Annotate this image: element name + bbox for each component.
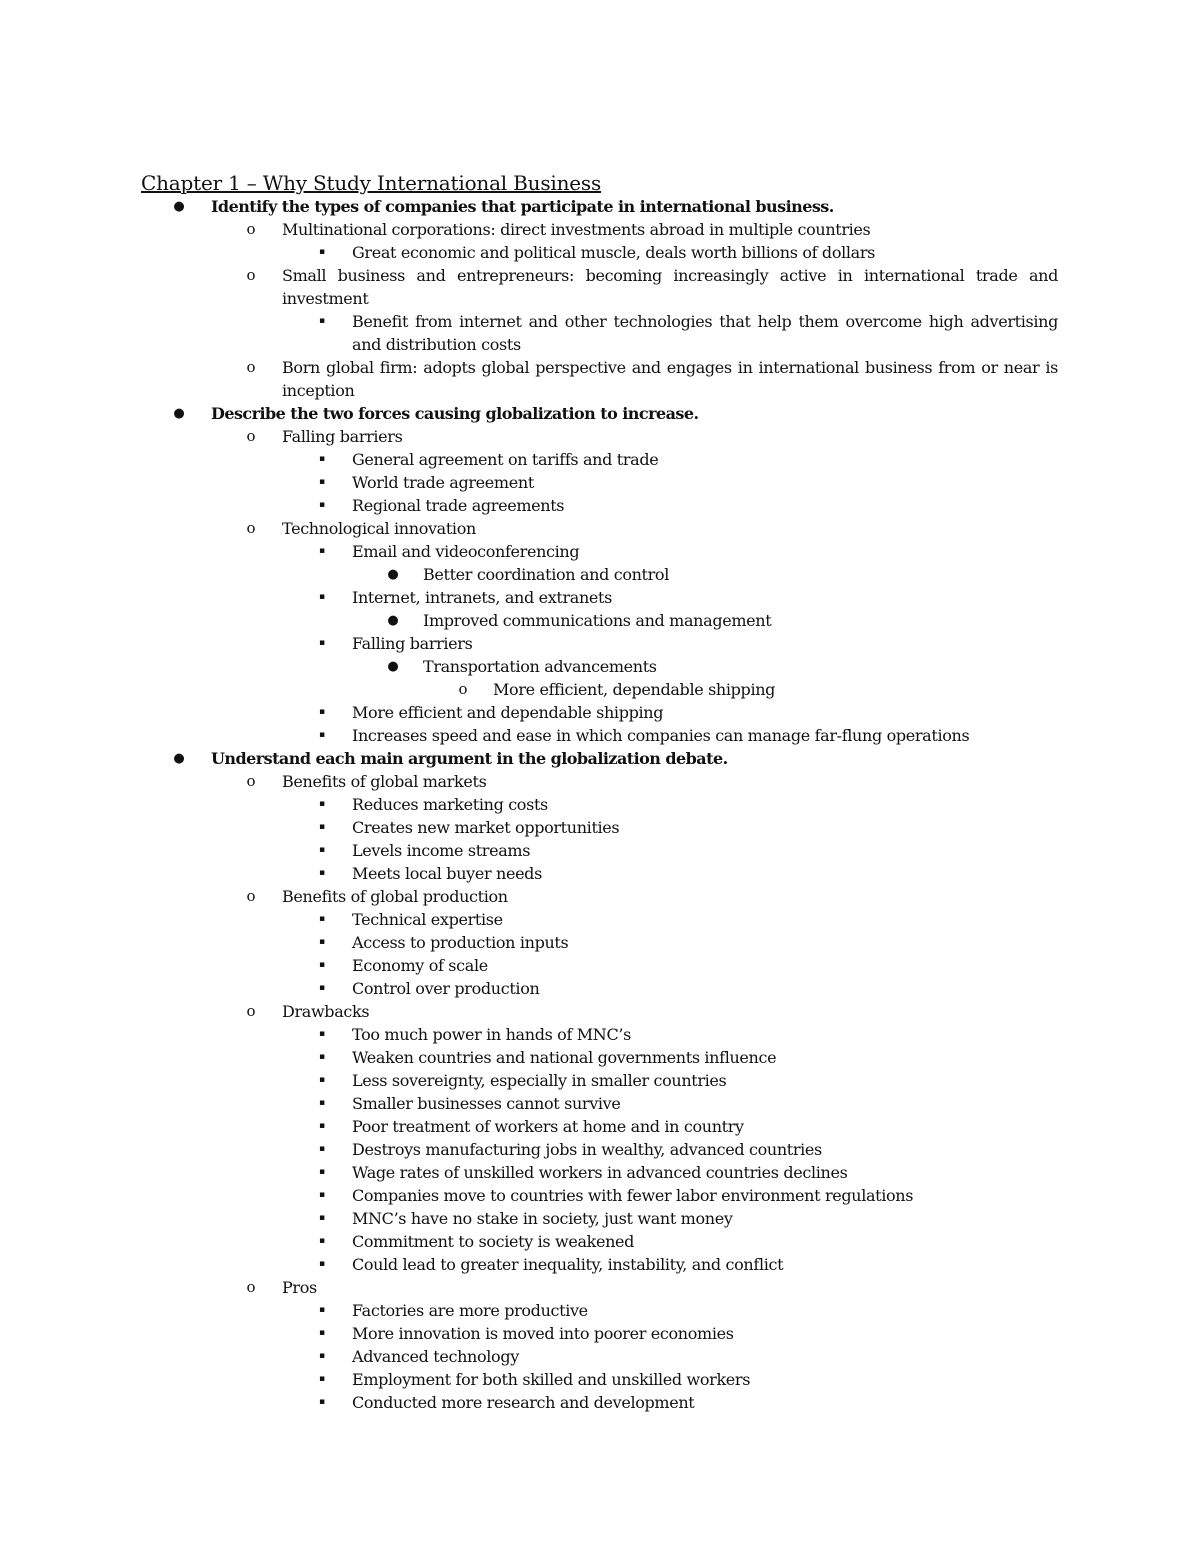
bullet-marker-level-1: ●: [173, 751, 185, 766]
list-item-level-2: Falling barriers: [282, 427, 403, 446]
bullet-marker-level-3: ▪: [318, 1190, 326, 1200]
bullet-marker-level-3: ▪: [318, 477, 326, 487]
list-item-level-3: General agreement on tariffs and trade: [352, 450, 659, 469]
bullet-marker-level-1: ●: [173, 199, 185, 214]
section-heading-level-1: Describe the two forces causing globalization to increase.: [211, 404, 699, 423]
list-item-level-3: Poor treatment of workers at home and in country: [352, 1117, 744, 1136]
bullet-marker-level-2: o: [246, 220, 256, 238]
bullet-marker-level-2: o: [246, 427, 256, 445]
bullet-marker-level-5: o: [458, 680, 468, 698]
list-item-level-2: Benefits of global markets: [282, 772, 487, 791]
section-heading-level-1: Identify the types of companies that participate in international business.: [211, 197, 834, 216]
list-item-level-3: Benefit from internet and other technologies that help them overcome high advertising and distribution costs: [352, 312, 1058, 354]
list-item-level-4: Transportation advancements: [423, 657, 657, 676]
bullet-marker-level-3: ▪: [318, 1374, 326, 1384]
bullet-marker-level-3: ▪: [318, 937, 326, 947]
bullet-marker-level-3: ▪: [318, 707, 326, 717]
list-item-level-3: World trade agreement: [352, 473, 534, 492]
list-item-level-3: More innovation is moved into poorer economies: [352, 1324, 734, 1343]
bullet-marker-level-4: ●: [387, 613, 399, 628]
list-item-level-2: Benefits of global production: [282, 887, 508, 906]
list-item-level-2: Born global firm: adopts global perspective and engages in international business from or near is inception: [282, 358, 1058, 400]
bullet-marker-level-3: ▪: [318, 1213, 326, 1223]
bullet-marker-level-3: ▪: [318, 845, 326, 855]
list-item-level-3: Could lead to greater inequality, instability, and conflict: [352, 1255, 784, 1274]
bullet-marker-level-3: ▪: [318, 592, 326, 602]
list-item-level-3: Too much power in hands of MNC’s: [352, 1025, 631, 1044]
bullet-marker-level-2: o: [246, 887, 256, 905]
bullet-marker-level-3: ▪: [318, 1075, 326, 1085]
list-item-level-3: Companies move to countries with fewer labor environment regulations: [352, 1186, 914, 1205]
list-item-level-3: Regional trade agreements: [352, 496, 565, 515]
list-item-level-3: Email and videoconferencing: [352, 542, 580, 561]
bullet-marker-level-3: ▪: [318, 500, 326, 510]
bullet-marker-level-3: ▪: [318, 868, 326, 878]
bullet-marker-level-3: ▪: [318, 799, 326, 809]
bullet-marker-level-1: ●: [173, 406, 185, 421]
bullet-marker-level-3: ▪: [318, 1121, 326, 1131]
bullet-marker-level-3: ▪: [318, 1052, 326, 1062]
bullet-marker-level-2: o: [246, 358, 256, 376]
list-item-level-3: Access to production inputs: [352, 933, 569, 952]
bullet-marker-level-3: ▪: [318, 914, 326, 924]
list-item-level-3: Employment for both skilled and unskilled workers: [352, 1370, 751, 1389]
bullet-marker-level-3: ▪: [318, 1167, 326, 1177]
list-item-level-3: Falling barriers: [352, 634, 473, 653]
list-item-level-4: Better coordination and control: [423, 565, 669, 584]
list-item-level-2: Multinational corporations: direct investments abroad in multiple countries: [282, 220, 871, 239]
list-item-level-3: Economy of scale: [352, 956, 488, 975]
list-item-level-3: Creates new market opportunities: [352, 818, 620, 837]
bullet-marker-level-3: ▪: [318, 983, 326, 993]
bullet-marker-level-3: ▪: [318, 454, 326, 464]
list-item-level-5: More efficient, dependable shipping: [493, 680, 776, 699]
list-item-level-3: Great economic and political muscle, deals worth billions of dollars: [352, 243, 875, 262]
bullet-marker-level-2: o: [246, 1278, 256, 1296]
list-item-level-3: Meets local buyer needs: [352, 864, 542, 883]
bullet-marker-level-4: ●: [387, 659, 399, 674]
list-item-level-3: Smaller businesses cannot survive: [352, 1094, 621, 1113]
bullet-marker-level-3: ▪: [318, 638, 326, 648]
bullet-marker-level-3: ▪: [318, 546, 326, 556]
bullet-marker-level-3: ▪: [318, 1397, 326, 1407]
bullet-marker-level-3: ▪: [318, 1328, 326, 1338]
bullet-marker-level-3: ▪: [318, 1098, 326, 1108]
list-item-level-2: Small business and entrepreneurs: becoming increasingly active in international trade and investment: [282, 266, 1058, 308]
list-item-level-2: Pros: [282, 1278, 317, 1297]
chapter-title: Chapter 1 – Why Study International Business: [141, 171, 602, 195]
list-item-level-3: Levels income streams: [352, 841, 531, 860]
bullet-marker-level-2: o: [246, 772, 256, 790]
list-item-level-2: Technological innovation: [282, 519, 476, 538]
bullet-marker-level-3: ▪: [318, 1236, 326, 1246]
bullet-marker-level-3: ▪: [318, 316, 326, 326]
bullet-marker-level-2: o: [246, 266, 256, 284]
bullet-marker-level-3: ▪: [318, 247, 326, 257]
bullet-marker-level-3: ▪: [318, 1305, 326, 1315]
bullet-marker-level-3: ▪: [318, 1144, 326, 1154]
bullet-marker-level-3: ▪: [318, 1029, 326, 1039]
list-item-level-3: MNC’s have no stake in society, just want money: [352, 1209, 733, 1228]
bullet-marker-level-2: o: [246, 519, 256, 537]
bullet-marker-level-3: ▪: [318, 1351, 326, 1361]
list-item-level-2: Drawbacks: [282, 1002, 370, 1021]
list-item-level-3: Commitment to society is weakened: [352, 1232, 635, 1251]
list-item-level-3: Increases speed and ease in which companies can manage far-flung operations: [352, 726, 970, 745]
list-item-level-3: Weaken countries and national governments influence: [352, 1048, 777, 1067]
list-item-level-4: Improved communications and management: [423, 611, 772, 630]
list-item-level-3: Conducted more research and development: [352, 1393, 695, 1412]
bullet-marker-level-4: ●: [387, 567, 399, 582]
bullet-marker-level-2: o: [246, 1002, 256, 1020]
list-item-level-3: More efficient and dependable shipping: [352, 703, 664, 722]
bullet-marker-level-3: ▪: [318, 730, 326, 740]
list-item-level-3: Wage rates of unskilled workers in advanced countries declines: [352, 1163, 848, 1182]
list-item-level-3: Technical expertise: [352, 910, 503, 929]
list-item-level-3: Less sovereignty, especially in smaller countries: [352, 1071, 727, 1090]
list-item-level-3: Factories are more productive: [352, 1301, 588, 1320]
list-item-level-3: Destroys manufacturing jobs in wealthy, advanced countries: [352, 1140, 822, 1159]
bullet-marker-level-3: ▪: [318, 1259, 326, 1269]
bullet-marker-level-3: ▪: [318, 822, 326, 832]
list-item-level-3: Internet, intranets, and extranets: [352, 588, 612, 607]
list-item-level-3: Advanced technology: [352, 1347, 519, 1366]
list-item-level-3: Reduces marketing costs: [352, 795, 548, 814]
list-item-level-3: Control over production: [352, 979, 540, 998]
section-heading-level-1: Understand each main argument in the globalization debate.: [211, 749, 728, 768]
bullet-marker-level-3: ▪: [318, 960, 326, 970]
